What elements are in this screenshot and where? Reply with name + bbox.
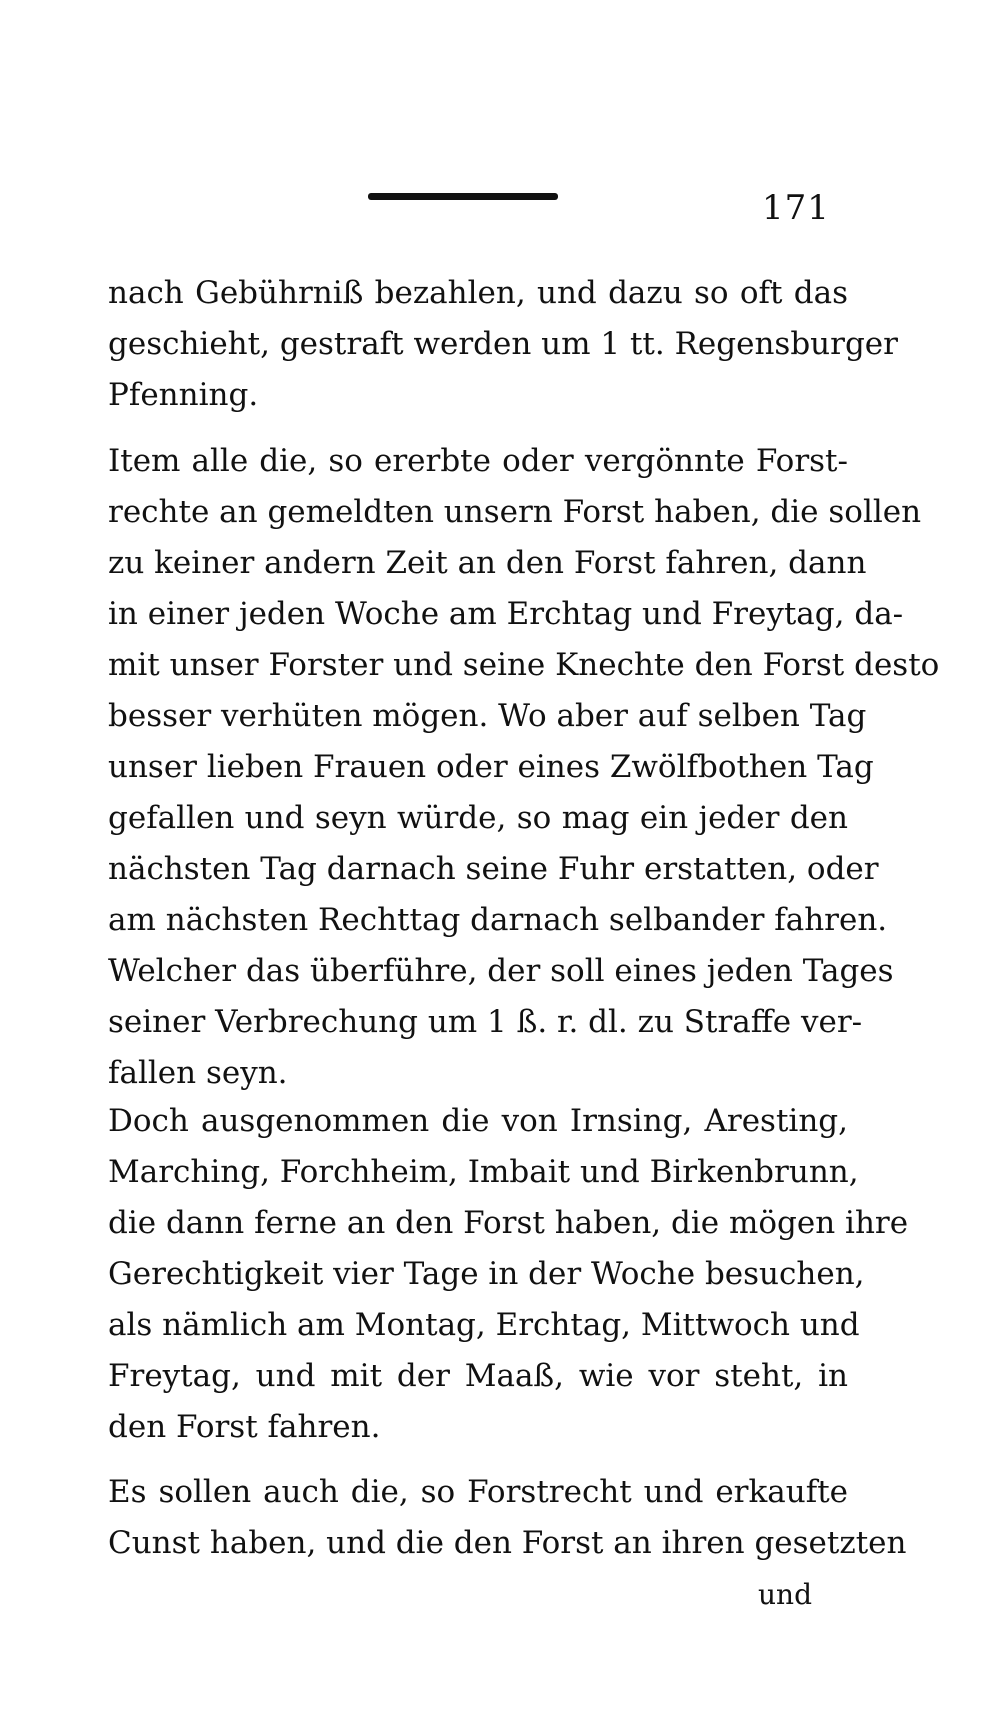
text-line: rechte an gemeldten unsern Forst haben, die sollen bbox=[108, 494, 922, 530]
text-line: gefallen und seyn würde, so mag ein jeder den bbox=[108, 800, 848, 836]
text-line: nach Gebührniß bezahlen, und dazu so oft das bbox=[108, 275, 848, 311]
text-line: mit unser Forster und seine Knechte den Forst desto bbox=[108, 647, 940, 683]
text-line: die dann ferne an den Forst haben, die mögen ihre bbox=[108, 1205, 909, 1241]
text-line: Es sollen auch die, so Forstrecht und erkaufte bbox=[108, 1474, 848, 1510]
text-line: Marching, Forchheim, Imbait und Birkenbrunn, bbox=[108, 1154, 859, 1190]
text-line: Welcher das überführe, der soll eines jeden Tages bbox=[108, 953, 894, 989]
text-line: Freytag, und mit der Maaß, wie vor steht, in bbox=[108, 1358, 848, 1394]
paragraph-4 bbox=[108, 1467, 907, 1569]
page-number: 171 bbox=[762, 188, 830, 228]
text-line: als nämlich am Montag, Erchtag, Mittwoch und bbox=[108, 1307, 860, 1343]
text-line: nächsten Tag darnach seine Fuhr erstatten, oder bbox=[108, 851, 879, 887]
text-line: Gerechtigkeit vier Tage in der Woche besuchen, bbox=[108, 1256, 865, 1292]
text-line: Doch ausgenommen die von Irnsing, Aresting, bbox=[108, 1103, 848, 1139]
text-line: Cunst haben, und die den Forst an ihren gesetzten bbox=[108, 1525, 907, 1561]
paragraph-2 bbox=[108, 436, 940, 1099]
text-line: am nächsten Rechttag darnach selbander fahren. bbox=[108, 902, 888, 938]
text-line: unser lieben Frauen oder eines Zwölfbothen Tag bbox=[108, 749, 874, 785]
paragraph-3 bbox=[108, 1096, 909, 1453]
text-line: fallen seyn. bbox=[108, 1055, 288, 1091]
text-line: seiner Verbrechung um 1 ß. r. dl. zu Straffe ver- bbox=[108, 1004, 863, 1040]
text-line: Pfenning. bbox=[108, 377, 259, 413]
text-line: besser verhüten mögen. Wo aber auf selben Tag bbox=[108, 698, 867, 734]
text-line: geschieht, gestraft werden um 1 tt. Regensburger bbox=[108, 326, 898, 362]
text-line: zu keiner andern Zeit an den Forst fahren, dann bbox=[108, 545, 867, 581]
text-line: den Forst fahren. bbox=[108, 1409, 381, 1445]
text-line: Item alle die, so ererbte oder vergönnte Forst- bbox=[108, 443, 848, 479]
text-line: in einer jeden Woche am Erchtag und Freytag, da- bbox=[108, 596, 904, 632]
paragraph-1 bbox=[108, 268, 898, 421]
catchword: und bbox=[758, 1578, 812, 1611]
header-rule bbox=[368, 193, 558, 200]
